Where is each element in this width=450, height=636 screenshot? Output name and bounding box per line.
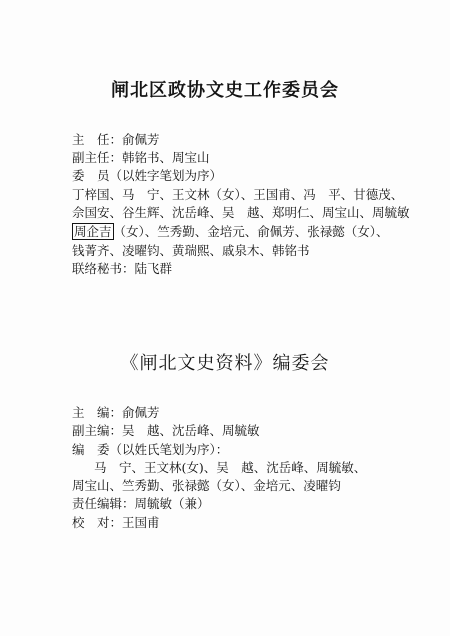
section2-proofreader: 校 对：王国甫 bbox=[72, 515, 160, 530]
section2-title: 《闸北文史资料》编委会 bbox=[120, 353, 330, 374]
section2-chief-editor: 主 编：俞佩芳 bbox=[72, 405, 160, 420]
section1-members-label: 委 员（以姓字笔划为序） bbox=[72, 168, 223, 183]
section2-members-line-2: 周宝山、竺秀勤、张禄懿（女）、金培元、凌曜钧 bbox=[72, 478, 341, 493]
section1-deputy: 副主任：韩铭书、周宝山 bbox=[72, 150, 210, 165]
section1-title: 闸北区政协文史工作委员会 bbox=[111, 80, 339, 101]
section2-members-line-1: 马 宁、王文林(女)、吴 越、沈岳峰、周毓敏、 bbox=[94, 460, 367, 475]
section2-members-label: 编 委（以姓氏笔划为序）： bbox=[72, 442, 229, 457]
section1-members-line-4: 钱菁齐、凌曜钧、黄瑞熙、戚泉木、韩铭书 bbox=[72, 243, 310, 258]
section1-members-line-3 bbox=[72, 225, 389, 239]
section1-members-line-3-rest: （女）、竺秀勤、金培元、俞佩芳、张禄懿（女）、 bbox=[113, 224, 389, 239]
section1-director: 主 任：俞佩芳 bbox=[72, 132, 160, 147]
section2-deputy-editors: 副主编：吴 越、沈岳峰、周毓敏 bbox=[72, 423, 260, 438]
section1-members-line-2: 佘国安、谷生辉、沈岳峰、吴 越、郑明仁、周宝山、周毓敏 bbox=[72, 205, 410, 220]
boxed-name: 周企吉 bbox=[74, 224, 112, 239]
section2-responsible-editor: 责任编辑：周毓敏（兼） bbox=[72, 496, 210, 511]
section1-secretary: 联络秘书：陆飞群 bbox=[72, 261, 173, 276]
section1-members-line-1: 丁梓国、马 宁、王文林（女）、王国甫、冯 平、甘德茂、 bbox=[72, 187, 404, 202]
